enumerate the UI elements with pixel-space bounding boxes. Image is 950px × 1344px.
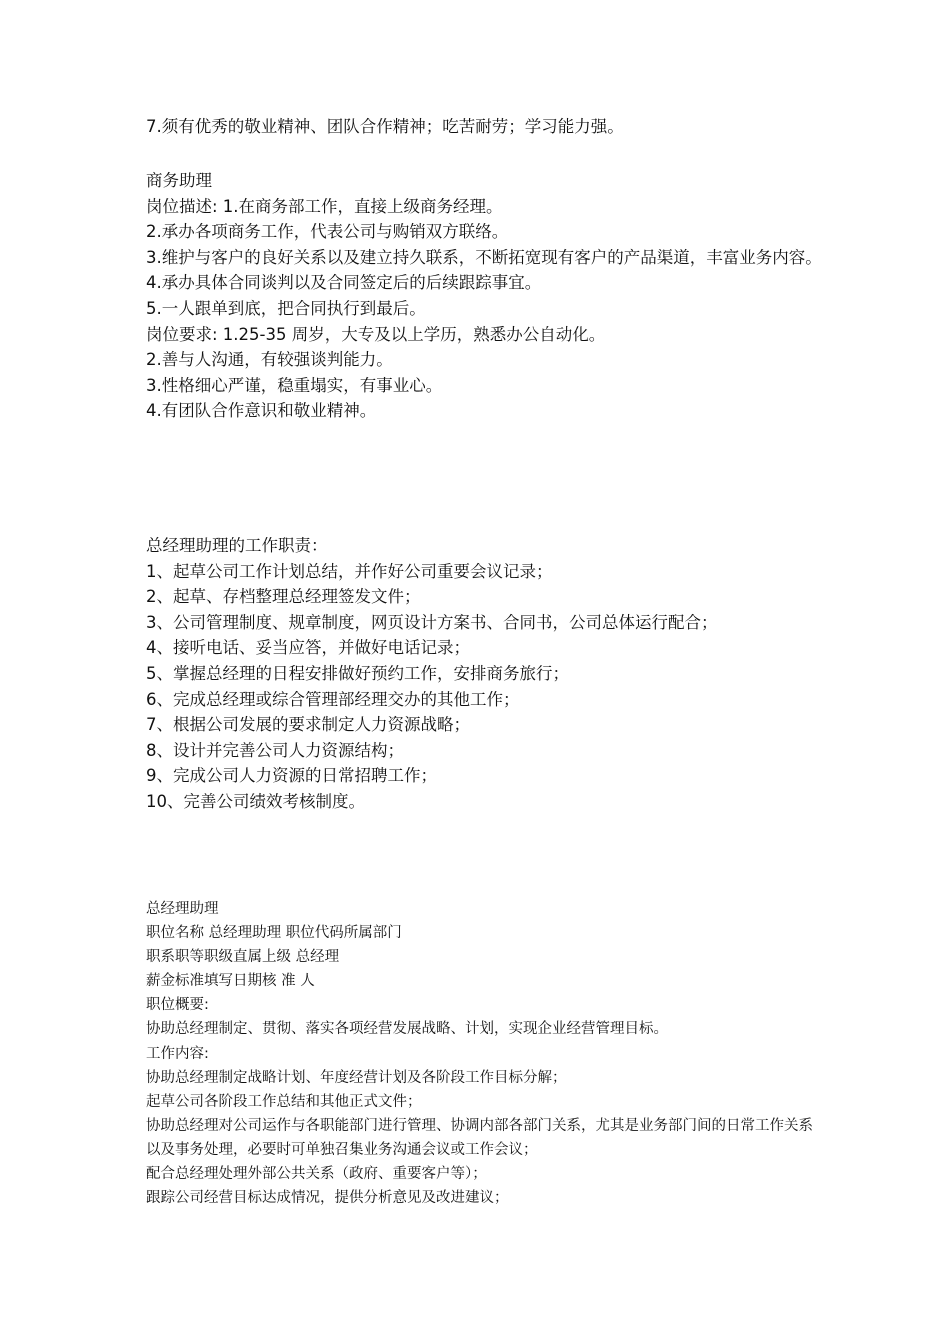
job-line-6: 工作内容: <box>146 1045 209 1062</box>
duty-item-1: 1、起草公司工作计划总结，并作好公司重要会议记录； <box>146 561 553 581</box>
job-line-10: 配合总经理处理外部公共关系（政府、重要客户等）； <box>146 1166 487 1183</box>
gm-assistant-duties-section <box>146 533 826 815</box>
duty-item-6: 6、完成总经理或综合管理部经理交办的其他工作； <box>146 689 520 709</box>
duty-item-4: 4、接听电话、妥当应答，并做好电话记录； <box>146 638 470 658</box>
job-line-9: 协助总经理对公司运作与各职能部门进行管理、协调内部各部门关系，尤其是业务部门间的日常工作关系以及事务处理，必要时可单独召集业务沟通会议或工作会议； <box>146 1117 813 1158</box>
business-line-2: 2.承办各项商务工作，代表公司与购销双方联络。 <box>146 222 509 242</box>
business-line-5: 5.一人跟单到底，把合同执行到最后。 <box>146 298 426 318</box>
business-line-7: 2.善与人沟通，有较强谈判能力。 <box>146 350 393 370</box>
business-assistant-section <box>146 168 826 424</box>
section-title-business-assistant: 商务助理 <box>146 171 212 190</box>
section-title-gm-assistant: 总经理助理 <box>146 901 219 917</box>
job-line-11: 跟踪公司经营目标达成情况，提供分析意见及改进建议； <box>146 1190 509 1207</box>
business-line-9: 4.有团队合作意识和敬业精神。 <box>146 401 377 421</box>
job-line-3: 薪金标准填写日期核 准 人 <box>146 973 315 990</box>
business-line-1: 岗位描述: 1.在商务部工作，直接上级商务经理。 <box>146 196 503 216</box>
business-line-8: 3.性格细心严谨，稳重塌实，有事业心。 <box>146 375 443 395</box>
requirement-line-7: 7.须有优秀的敬业精神、团队合作精神；吃苦耐劳；学习能力强。 <box>146 117 624 136</box>
duty-item-3: 3、公司管理制度、规章制度，网页设计方案书、合同书，公司总体运行配合； <box>146 612 718 632</box>
job-line-5: 协助总经理制定、贯彻、落实各项经营发展战略、计划，实现企业经营管理目标。 <box>146 1021 668 1038</box>
duty-item-2: 2、起草、存档整理总经理签发文件； <box>146 587 421 607</box>
business-line-3: 3.维护与客户的良好关系以及建立持久联系，不断拓宽现有客户的产品渠道，丰富业务内容。 <box>146 247 822 267</box>
job-line-4: 职位概要: <box>146 997 209 1014</box>
duty-item-9: 9、完成公司人力资源的日常招聘工作； <box>146 766 437 786</box>
gm-assistant-job-description <box>146 897 826 1210</box>
duty-item-7: 7、根据公司发展的要求制定人力资源战略； <box>146 715 470 735</box>
job-line-2: 职系职等职级直属上级 总经理 <box>146 949 340 966</box>
business-line-4: 4.承办具体合同谈判以及合同签定后的后续跟踪事宜。 <box>146 273 542 293</box>
business-line-6: 岗位要求: 1.25-35 周岁，大专及以上学历，熟悉办公自动化。 <box>146 324 606 344</box>
section-title-gm-duties: 总经理助理的工作职责： <box>146 536 328 555</box>
job-line-7: 协助总经理制定战略计划、年度经营计划及各阶段工作目标分解； <box>146 1069 567 1086</box>
requirements-continuation <box>146 114 826 140</box>
job-line-1: 职位名称 总经理助理 职位代码所属部门 <box>146 925 402 942</box>
duty-item-5: 5、掌握总经理的日程安排做好预约工作，安排商务旅行； <box>146 663 569 683</box>
duty-item-10: 10、完善公司绩效考核制度。 <box>146 791 365 811</box>
duty-item-8: 8、设计并完善公司人力资源结构； <box>146 740 404 760</box>
job-line-8: 起草公司各阶段工作总结和其他正式文件； <box>146 1093 422 1110</box>
